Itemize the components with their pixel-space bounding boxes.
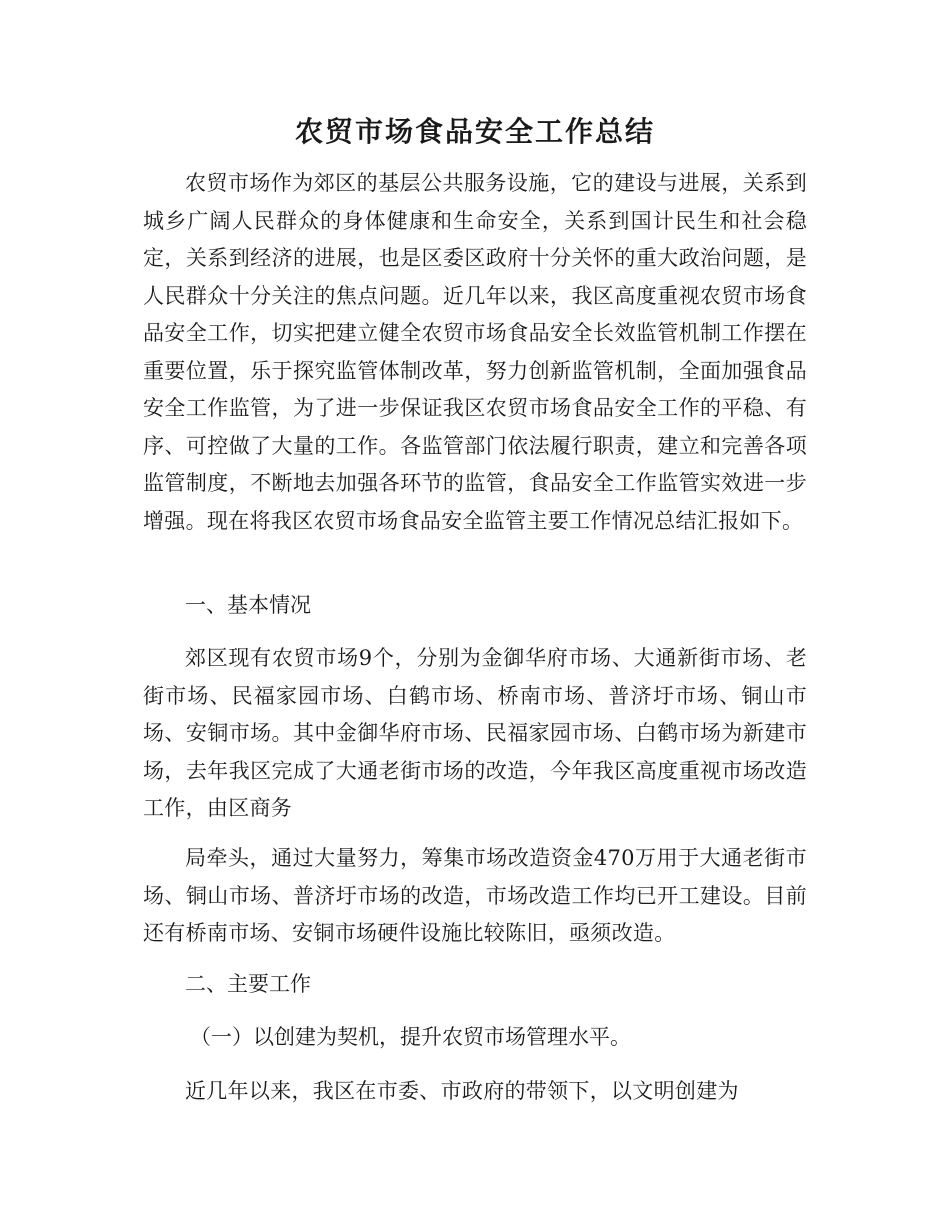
section-heading: 一、基本情况 [185, 593, 311, 617]
body-paragraph: 郊区现有农贸市场9个，分别为金御华府市场、大通新街市场、老街市场、民福家园市场、白鹤市场、桥南市场、普济圩市场、铜山市场、安铜市场。其中金御华府市场、民福家园市场、白鹤市场为新建市场，去年我区完成了大通老街市场的改造，今年我区高度重视市场改造工作，由区商务 [143, 646, 807, 820]
document-title: 农贸市场食品安全工作总结 [294, 115, 655, 148]
body-paragraph: 农贸市场作为郊区的基层公共服务设施，它的建设与进展，关系到城乡广阔人民群众的身体健康和生命安全，关系到国计民生和社会稳定，关系到经济的进展，也是区委区政府十分关怀的重大政治问题，是人民群众十分关注的焦点问题。近几年以来，我区高度重视农贸市场食品安全工作，切实把建立健全农贸市场食品安全长效监管机制工作摆在重要位置，乐于探究监管体制改革，努力创新监管机制，全面加强食品安全工作监管，为了进一步保证我区农贸市场食品安全工作的平稳、有序、可控做了大量的工作。各监管部门依法履行职责，建立和完善各项监管制度，不断地去加强各环节的监管，食品安全工作监管实效进一步增强。现在将我区农贸市场食品安全监管主要工作情况总结汇报如下。 [143, 171, 807, 533]
body-paragraph: 近几年以来，我区在市委、市政府的带领下，以文明创建为 [185, 1079, 739, 1103]
body-paragraph: 局牵头，通过大量努力，筹集市场改造资金470万用于大通老街市场、铜山市场、普济圩市场的改造，市场改造工作均已开工建设。目前还有桥南市场、安铜市场硬件设施比较陈旧，亟须改造。 [143, 846, 807, 945]
subsection-heading: （一）以创建为契机，提升农贸市场管理水平。 [190, 1025, 631, 1049]
section-heading: 二、主要工作 [185, 972, 311, 996]
